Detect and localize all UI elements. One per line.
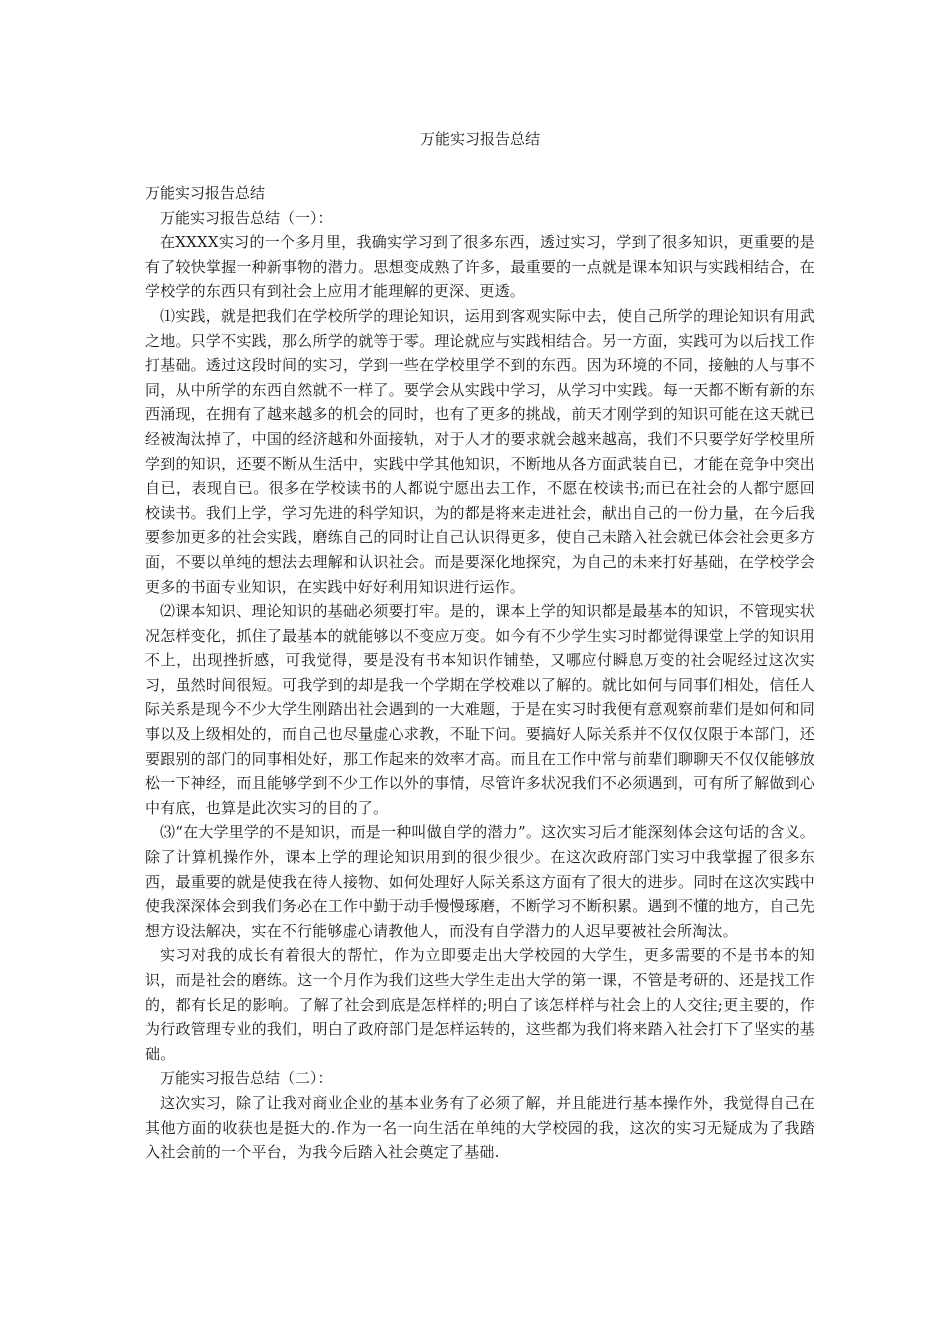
page-title: 万能实习报告总结 [419,130,540,148]
paragraph-point-2: ⑵课本知识、理论知识的基础必须要打牢。是的，课本上学的知识都是最基本的知识，不管现实状况怎样变化，抓住了最基本的就能够以不变应万变。如今有不少学生实习时都觉得课堂上学的知识用不上，出现挫折感，可我觉得，要是没有书本知识作铺垫，又哪应付瞬息万变的社会呢经过这次实习，虽然时间很短。可我学到的却是我一个学期在学校难以了解的。就比如何与同事们相处，信任人际关系是现今不少大学生刚踏出社会遇到的一大难题，于是在实习时我便有意观察前辈们是如何和同事以及上级相处的，而自己也尽量虚心求教，不耻下问。要搞好人际关系并不仅仅仅限于本部门，还要跟别的部门的同事相处好，那工作起来的效率才高。而且在工作中常与前辈们聊聊天不仅仅能够放松一下神经，而且能够学到不少工作以外的事情，尽管许多状况我们不必须遇到，可有所了解做到心中有底，也算是此次实习的目的了。 [145,602,815,817]
document-heading: 万能实习报告总结 [145,184,266,202]
paragraph-part2-intro: 这次实习，除了让我对商业企业的基本业务有了必须了解，并且能进行基本操作外，我觉得自己在其他方面的收获也是挺大的.作为一名一向生活在单纯的大学校园的我，这次的实习无疑成为了我踏入社会前的一个平台，为我今后踏入社会奠定了基础. [145,1093,815,1162]
paragraph-conclusion: 实习对我的成长有着很大的帮忙，作为立即要走出大学校园的大学生，更多需要的不是书本的知识，而是社会的磨练。这一个月作为我们这些大学生走出大学的第一课，不管是考研的、还是找工作的，都有长足的影响。了解了社会到底是怎样样的;明白了该怎样样与社会上的人交往;更主要的，作为行政管理专业的我们，明白了政府部门是怎样运转的，这些都为我们将来踏入社会打下了坚实的基础。 [145,946,815,1063]
paragraph-intro: 在XXXX实习的一个多月里，我确实学习到了很多东西，透过实习，学到了很多知识，更重要的是有了较快掌握一种新事物的潜力。思想变成熟了许多，最重要的一点就是课本知识与实践相结合，在学校学的东西只有到社会上应用才能理解的更深、更透。 [145,233,815,301]
paragraph-point-1: ⑴实践，就是把我们在学校所学的理论知识，运用到客观实际中去，使自己所学的理论知识有用武之地。只学不实践，那么所学的就等于零。理论就应与实践相结合。另一方面，实践可为以后找工作打基础。透过这段时间的实习，学到一些在学校里学不到的东西。因为环境的不同，接触的人与事不同，从中所学的东西自然就不一样了。要学会从实践中学习，从学习中实践。每一天都不断有新的东西涌现，在拥有了越来越多的机会的同时，也有了更多的挑战，前天才刚学到的知识可能在这天就已经被淘汰掉了，中国的经济越和外面接轨，对于人才的要求就会越来越高，我们不只要学好学校里所学到的知识，还要不断从生活中，实践中学其他知识，不断地从各方面武装自已，才能在竞争中突出自已，表现自已。很多在学校读书的人都说宁愿出去工作，不愿在校读书;而已在社会的人都宁愿回校读书。我们上学，学习先进的科学知识，为的都是将来走进社会，献出自己的一份力量，在今后我要参加更多的社会实践，磨练自己的同时让自己认识得更多，使自己未踏入社会就已体会社会更多方面，不要以单纯的想法去理解和认识社会。而是要深化地探究，为自己的未来打好基础，在学校学会更多的书面专业知识，在实践中好好利用知识进行运作。 [145,306,815,596]
document-page [145,128,815,1165]
part2-heading: 万能实习报告总结（二）： [160,1069,333,1088]
part1-heading: 万能实习报告总结（一）： [160,208,333,227]
paragraph-point-3: ⑶“在大学里学的不是知识，而是一种叫做自学的潜力”。这次实习后才能深刻体会这句话的含义。除了计算机操作外，课本上学的理论知识用到的很少很少。在这次政府部门实习中我掌握了很多东西，最重要的就是使我在待人接物、如何处理好人际关系这方面有了很大的进步。同时在这次实践中使我深深体会到我们务必在工作中勤于动手慢慢琢磨，不断学习不断积累。遇到不懂的地方，自己先想方设法解决，实在不行能够虚心请教他人，而没有自学潜力的人迟早要被社会所淘汰。 [145,823,815,940]
